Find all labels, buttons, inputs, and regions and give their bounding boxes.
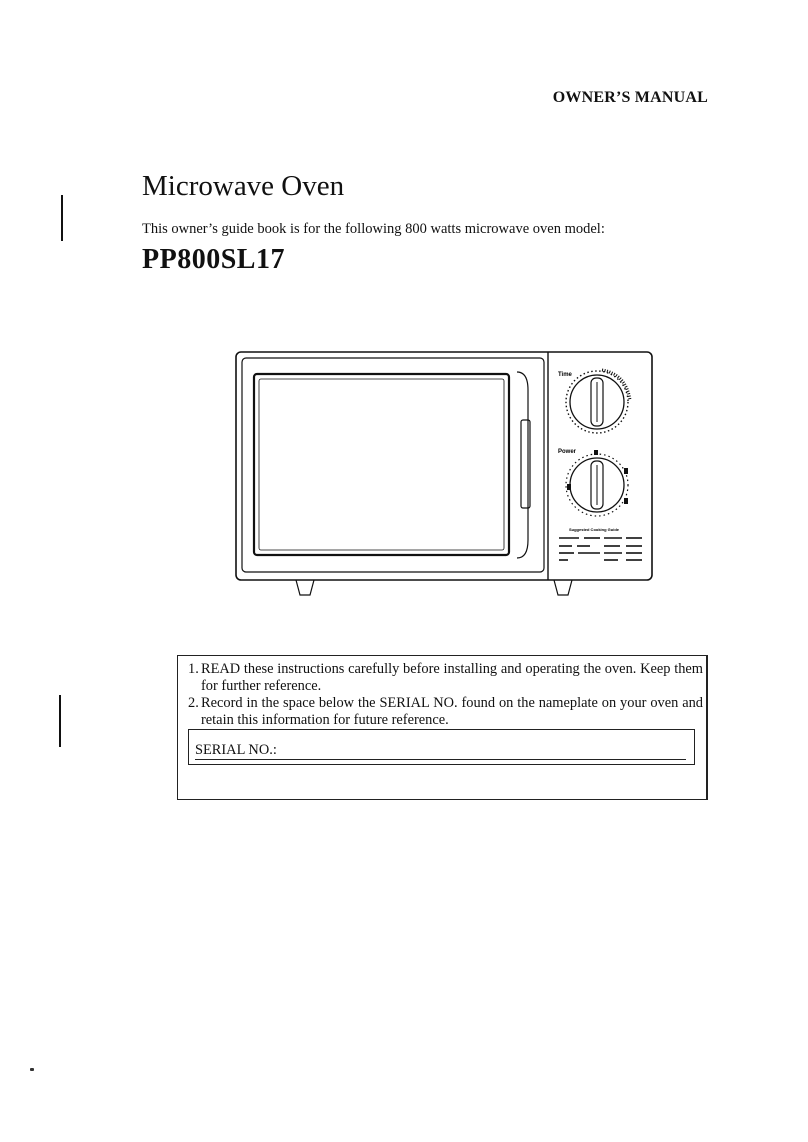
serial-number-field[interactable]	[188, 729, 695, 765]
power-label: Power	[558, 449, 577, 455]
intro-text: This owner’s guide book is for the following 800 watts microwave oven model:	[142, 221, 605, 237]
oven-foot-right	[554, 580, 572, 595]
notice-item-text: Record in the space below the SERIAL NO. found on the nameplate on your oven and retain this information for future reference.	[201, 695, 703, 728]
notice-item-number: 2.	[188, 695, 199, 711]
margin-bar	[61, 195, 63, 241]
document-title: Microwave Oven	[142, 170, 345, 202]
manual-header-title: OWNER’S MANUAL	[552, 89, 708, 106]
margin-bar	[59, 695, 61, 747]
microwave-oven-illustration	[234, 350, 654, 600]
notice-item-text: READ these instructions carefully before installing and operating the oven. Keep them for further reference.	[201, 661, 703, 694]
notice-item-1	[188, 661, 703, 695]
model-number: PP800SL17	[142, 244, 285, 275]
notice-item-2	[188, 695, 703, 729]
notice-item-number: 1.	[188, 661, 199, 677]
serial-number-line	[195, 759, 686, 760]
cooking-guide-title: Suggested Cooking Guide	[569, 527, 620, 532]
time-label: Time	[558, 372, 572, 378]
oven-foot-left	[296, 580, 314, 595]
scan-mark	[30, 1068, 34, 1071]
oven-window	[254, 374, 509, 555]
serial-number-label: SERIAL NO.:	[195, 742, 277, 758]
notice-box	[177, 655, 708, 800]
